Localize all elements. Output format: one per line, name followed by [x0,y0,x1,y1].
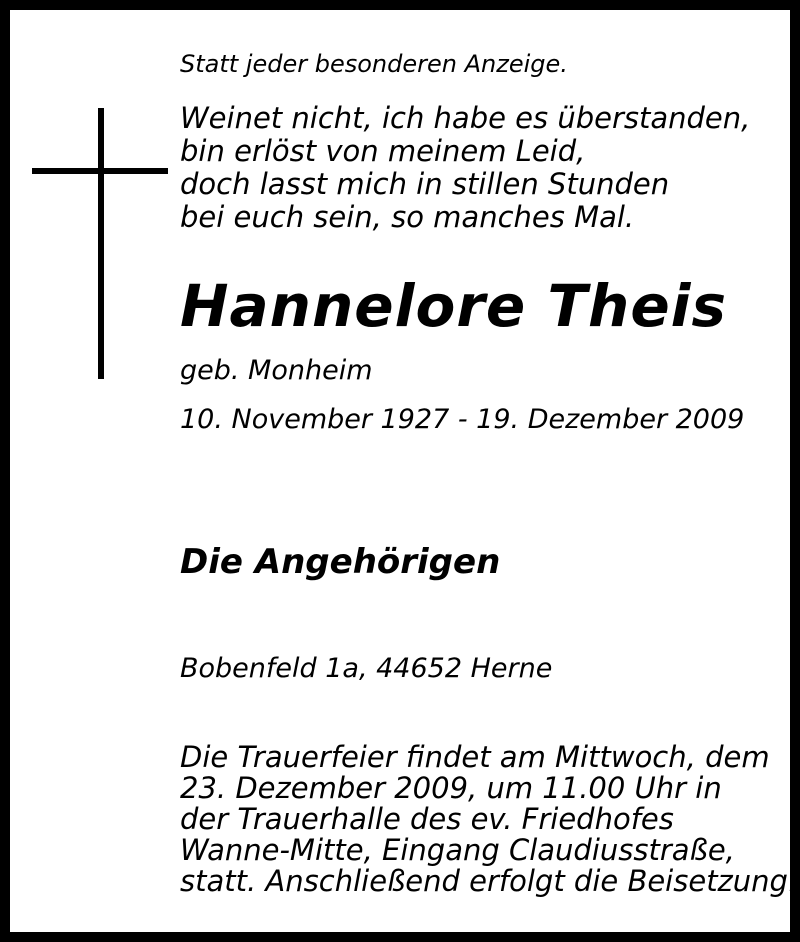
cross-vertical-bar [98,108,104,379]
poem-line-2: bin erlöst von meinem Leid, [180,134,586,168]
poem-line-1: Weinet nicht, ich habe es überstanden, [180,101,751,135]
maiden-name: geb. Monheim [180,355,373,386]
cross-horizontal-bar [32,168,168,174]
ceremony-line-4: Wanne-Mitte, Eingang Claudiusstraße, [180,833,735,867]
ceremony-line-5: statt. Anschließend erfolgt die Beisetzung. [180,864,798,898]
ceremony-line-2: 23. Dezember 2009, um 11.00 Uhr in [180,771,722,805]
deceased-name: Hannelore Theis [180,272,728,340]
ceremony-line-3: der Trauerhalle des ev. Friedhofes [180,802,674,836]
intro-text: Statt jeder besonderen Anzeige. [180,50,568,78]
address: Bobenfeld 1a, 44652 Herne [180,653,553,684]
ceremony-line-1: Die Trauerfeier findet am Mittwoch, dem [180,740,770,774]
life-dates: 10. November 1927 - 19. Dezember 2009 [180,404,745,435]
family-signature: Die Angehörigen [180,542,501,582]
poem-line-3: doch lasst mich in stillen Stunden [180,167,670,201]
poem-line-4: bei euch sein, so manches Mal. [180,200,635,234]
